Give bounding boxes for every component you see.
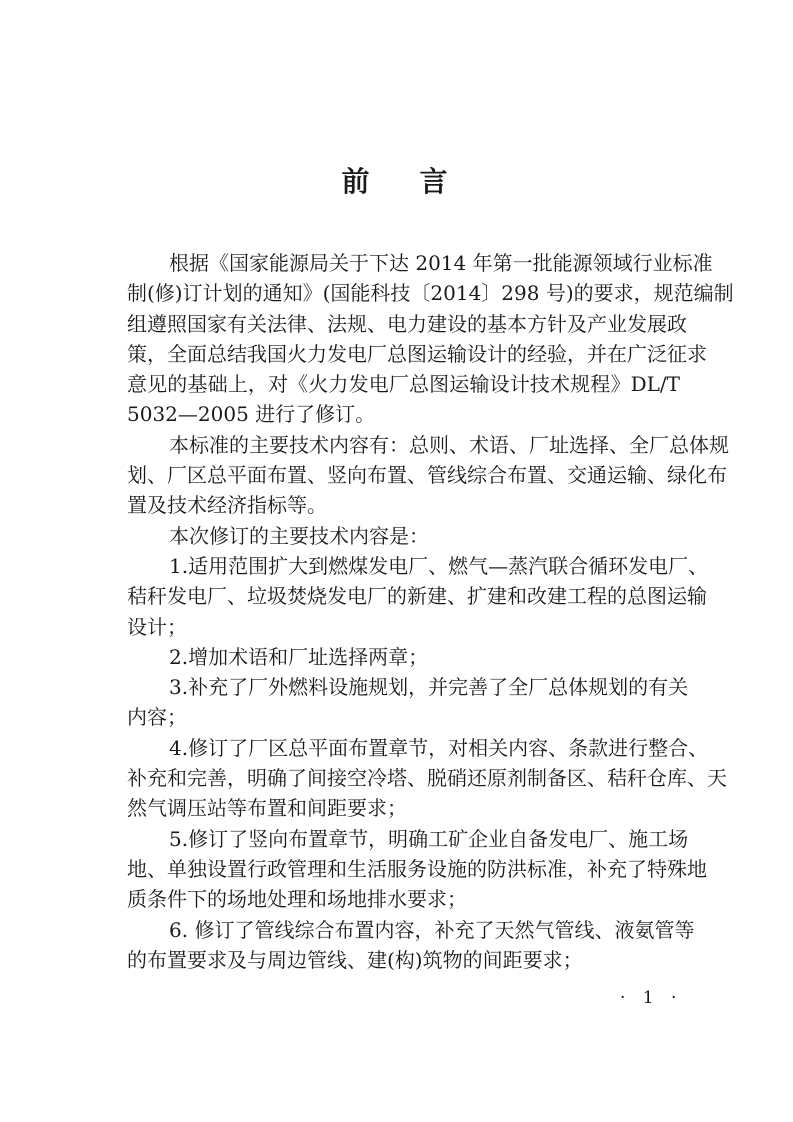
paragraph (127, 733, 727, 824)
text-line: 内容； (127, 705, 187, 730)
text-line: 的布置要求及与周边管线、建(构)筑物的间距要求； (127, 947, 583, 972)
text-line: 本标准的主要技术内容有：总则、术语、厂址选择、全厂总体规 (169, 432, 729, 457)
text-line: 设计； (127, 614, 187, 639)
text-line: 本次修订的主要技术内容是： (169, 523, 429, 548)
text-line: 组遵照国家有关法律、法规、电力建设的基本方针及产业发展政 (127, 311, 687, 336)
text-line: 置及技术经济指标等。 (127, 493, 327, 518)
text-line: 2.增加术语和厂址选择两章； (169, 644, 429, 669)
text-line: 制(修)订计划的通知》(国能科技〔2014〕298 号)的要求，规范编制 (127, 281, 734, 306)
title-char-2: 言 (419, 165, 452, 198)
text-line: 5032—2005 进行了修订。 (127, 402, 376, 427)
text-line: 6. 修订了管线综合布置内容，补充了天然气管线、液氨管等 (169, 917, 695, 942)
title-char-1: 前 (341, 165, 374, 198)
text-line: 4.修订了厂区总平面布置章节，对相关内容、条款进行整合、 (169, 735, 709, 760)
document-body (127, 248, 734, 975)
paragraph (127, 521, 680, 551)
paragraph (127, 551, 709, 642)
page-number: · 1 · (620, 988, 683, 1008)
text-line: 划、厂区总平面布置、竖向布置、管线综合布置、交通运输、绿化布 (127, 463, 727, 488)
paragraph (127, 642, 680, 672)
paragraph (127, 248, 734, 430)
text-line: 3.补充了厂外燃料设施规划，并完善了全厂总体规划的有关 (169, 675, 689, 700)
text-line: 策，全面总结我国火力发电厂总图运输设计的经验，并在广泛征求 (127, 341, 707, 366)
text-line: 质条件下的场地处理和场地排水要求； (127, 887, 467, 912)
text-line: 地、单独设置行政管理和生活服务设施的防洪标准，补充了特殊地 (127, 856, 707, 881)
paragraph (127, 915, 695, 976)
text-line: 补充和完善，明确了间接空冷塔、脱硝还原剂制备区、秸秆仓库、天 (127, 766, 727, 791)
text-line: 1.适用范围扩大到燃煤发电厂、燃气—蒸汽联合循环发电厂、 (169, 553, 709, 578)
page-title (0, 160, 793, 200)
text-line: 秸秆发电厂、垃圾焚烧发电厂的新建、扩建和改建工程的总图运输 (127, 584, 707, 609)
paragraph (127, 824, 707, 915)
text-line: 意见的基础上，对《火力发电厂总图运输设计技术规程》DL/T (127, 372, 680, 397)
text-line: 然气调压站等布置和间距要求； (127, 796, 407, 821)
text-line: 5.修订了竖向布置章节，明确工矿企业自备发电厂、施工场 (169, 826, 689, 851)
text-line: 根据《国家能源局关于下达 2014 年第一批能源领域行业标准 (169, 251, 713, 275)
paragraph (127, 430, 729, 521)
paragraph (127, 672, 689, 733)
